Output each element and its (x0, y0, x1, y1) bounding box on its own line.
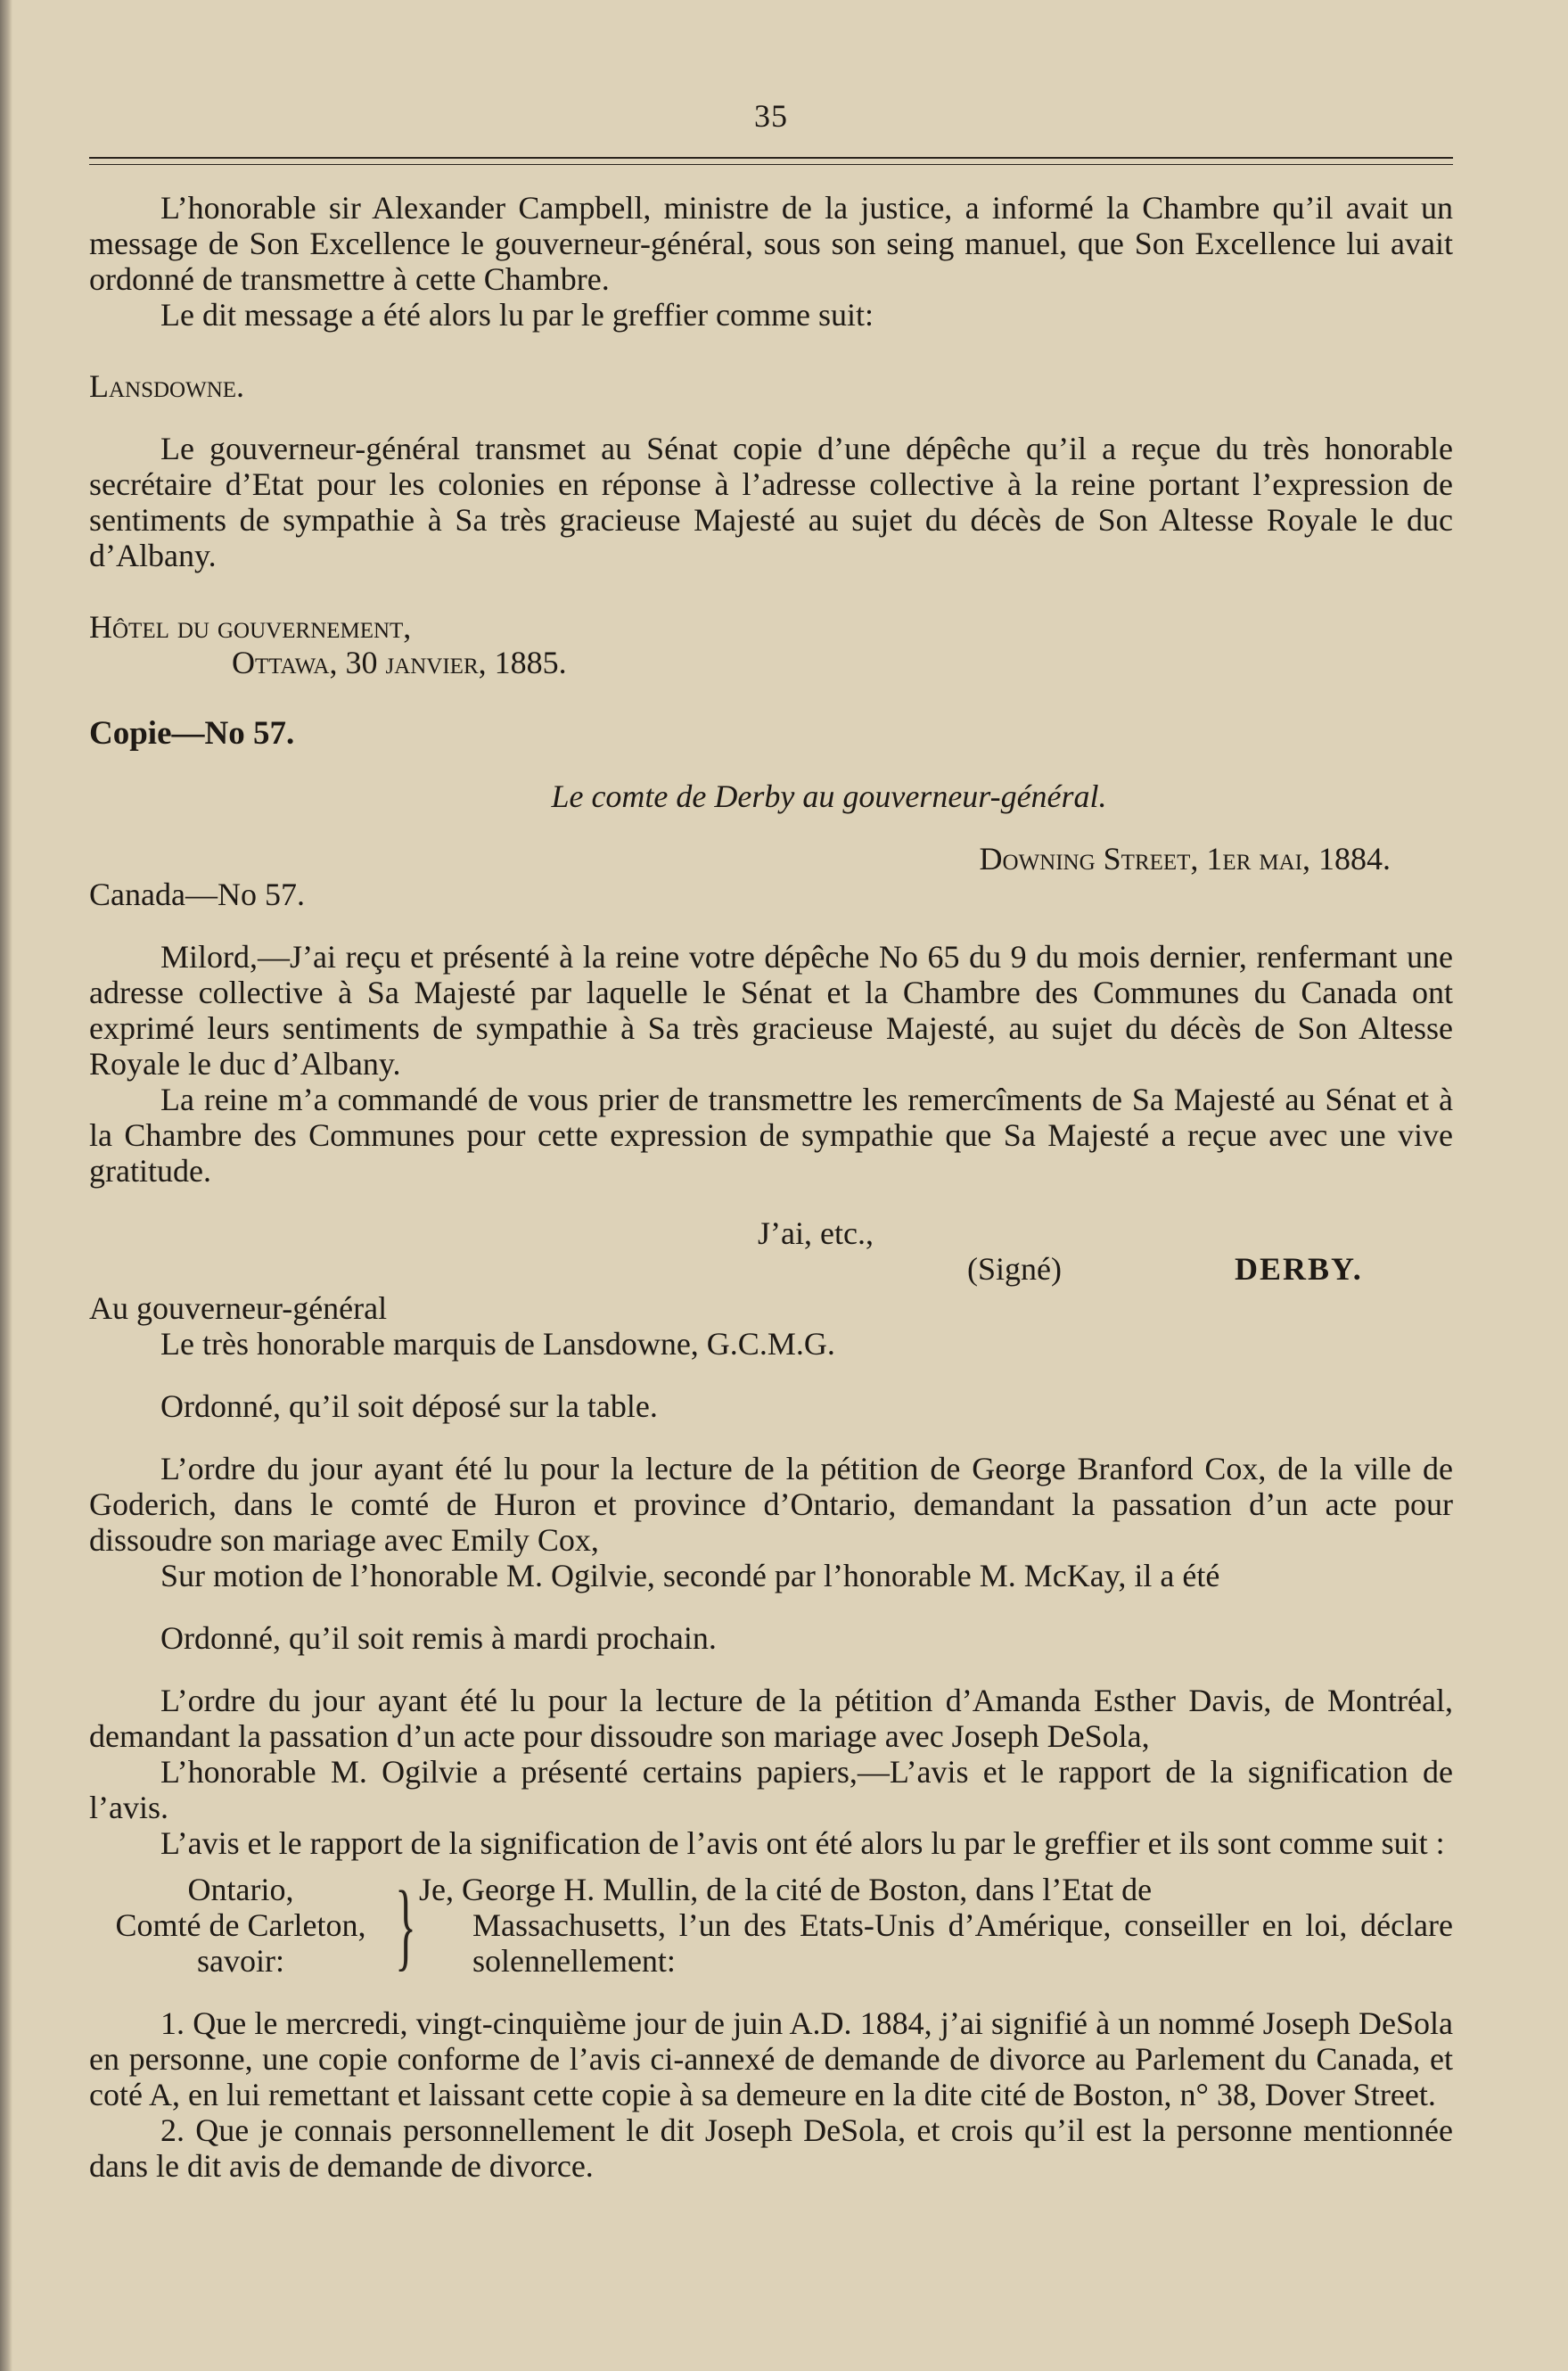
paragraph-motion-ogilvie: Sur motion de l’honorable M. Ogilvie, secondé par l’honorable M. McKay, il a été (160, 1558, 1220, 1593)
jai-etc: J’ai, etc., (758, 1215, 874, 1251)
paragraph-campbell: L’honorable sir Alexander Campbell, ministre de la justice, a informé la Chambre qu’il avait un message de Son Excellence le gouverneur-général, sous son seing manuel, que Son Excellence lui avait ordonné de transmettre à cette Chambre. (89, 190, 1453, 297)
au-gouverneur: Au gouverneur-général (89, 1290, 388, 1326)
ordonne-depose: Ordonné, qu’il soit déposé sur la table. (160, 1388, 658, 1424)
ordonne-remis: Ordonné, qu’il soit remis à mardi prochain. (160, 1620, 717, 1656)
signature-derby: DERBY. (1235, 1251, 1363, 1287)
paragraph-depeche: Le gouverneur-général transmet au Sénat copie d’une dépêche qu’il a reçue du très honorable secrétaire d’Etat pour les colonies en réponse à l’adresse collective à la reine portant l’expression de sentiments de sympathie à Sa très gracieuse Majesté au sujet du décès de Son Altesse Royale le duc d’Albany. (89, 431, 1453, 573)
paragraph-papiers: L’honorable M. Ogilvie a présenté certains papiers,—L’avis et le rapport de la signification de l’avis. (89, 1754, 1453, 1825)
affidavit-header (89, 1872, 1453, 1979)
letter-title: Le comte de Derby au gouverneur-général. (551, 778, 1107, 814)
paragraph-petition-davis: L’ordre du jour ayant été lu pour la lecture de la pétition d’Amanda Esther Davis, de Montréal, demandant la passation d’un acte pour dissoudre son mariage avec Joseph DeSola, (89, 1683, 1453, 1754)
header-rule (89, 157, 1453, 165)
paragraph-message-read: Le dit message a été alors lu par le greffier comme suit: (160, 297, 874, 333)
copie-heading: Copie—No 57. (89, 715, 295, 752)
signature-row (89, 1251, 1453, 1290)
paragraph-petition-cox: L’ordre du jour ayant été lu pour la lecture de la pétition de George Branford Cox, de la ville de Goderich, dans le comté de Huron et province d’Ontario, demandant la passation d’un acte pour dissoudre son mariage avec Emily Cox, (89, 1451, 1453, 1558)
paragraph-reine: La reine m’a commandé de vous prier de transmettre les remercîments de Sa Majesté au Sénat et à la Chambre des Communes pour cette expression de sympathie que Sa Majesté a reçue avec une vive gratitude. (89, 1082, 1453, 1189)
jurisdiction-line: Comté de Carleton, (115, 1907, 366, 1943)
page-number: 35 (754, 98, 788, 134)
declarant-rest: Massachusetts, l’un des Etats-Unis d’Amérique, conseiller en loi, déclare solennellement: (472, 1907, 1453, 1979)
brace-symbol: } (395, 1871, 416, 1980)
declarant-block (419, 1872, 1453, 1979)
paragraph-avis-lu: L’avis et le rapport de la signification de l’avis ont été alors lu par le greffier et ils sont comme suit : (160, 1825, 1445, 1861)
signature-lansdowne: Lansdowne. (89, 368, 245, 404)
ottawa-date: Ottawa, 30 janvier, 1885. (232, 645, 567, 680)
jurisdiction-line: Ontario, (187, 1872, 294, 1907)
hotel-du-gouvernement: Hôtel du gouvernement, (89, 609, 412, 645)
declarant-first-line: Je, George H. Mullin, de la cité de Boston, dans l’Etat de (419, 1872, 1153, 1907)
paragraph-milord: Milord,—J’ai reçu et présenté à la reine votre dépêche No 65 du 9 du mois dernier, renfermant une adresse collective à Sa Majesté par laquelle le Sénat et la Chambre des Communes du Canada ont exprimé leurs sentiments de sympathie à Sa très gracieuse Majesté, au sujet du décès de Son Altesse Royale le duc d’Albany. (89, 939, 1453, 1082)
document-page (89, 98, 1453, 2184)
paragraph-signification-1: 1. Que le mercredi, vingt-cinquième jour de juin A.D. 1884, j’ai signifié à un nommé Joseph DeSola en personne, une copie conforme de l’avis ci-annexé de demande de divorce au Parlement du Canada, et coté A, en lui remettant et laissant cette copie à sa demeure en la dite cité de Boston, n° 38, Dover Street. (89, 2005, 1453, 2112)
canada-number: Canada—No 57. (89, 877, 305, 912)
marquis-lansdowne: Le très honorable marquis de Lansdowne, G.C.M.G. (160, 1326, 835, 1362)
paragraph-signification-2: 2. Que je connais personnellement le dit Joseph DeSola, et crois qu’il est la personne mentionnée dans le dit avis de demande de divorce. (89, 2112, 1453, 2184)
signe-label: (Signé) (967, 1251, 1062, 1287)
downing-street-date: Downing Street, 1er mai, 1884. (979, 841, 1391, 877)
jurisdiction-block (89, 1872, 392, 1979)
jurisdiction-line: savoir: (197, 1943, 284, 1979)
page-binding-edge (0, 0, 12, 2371)
